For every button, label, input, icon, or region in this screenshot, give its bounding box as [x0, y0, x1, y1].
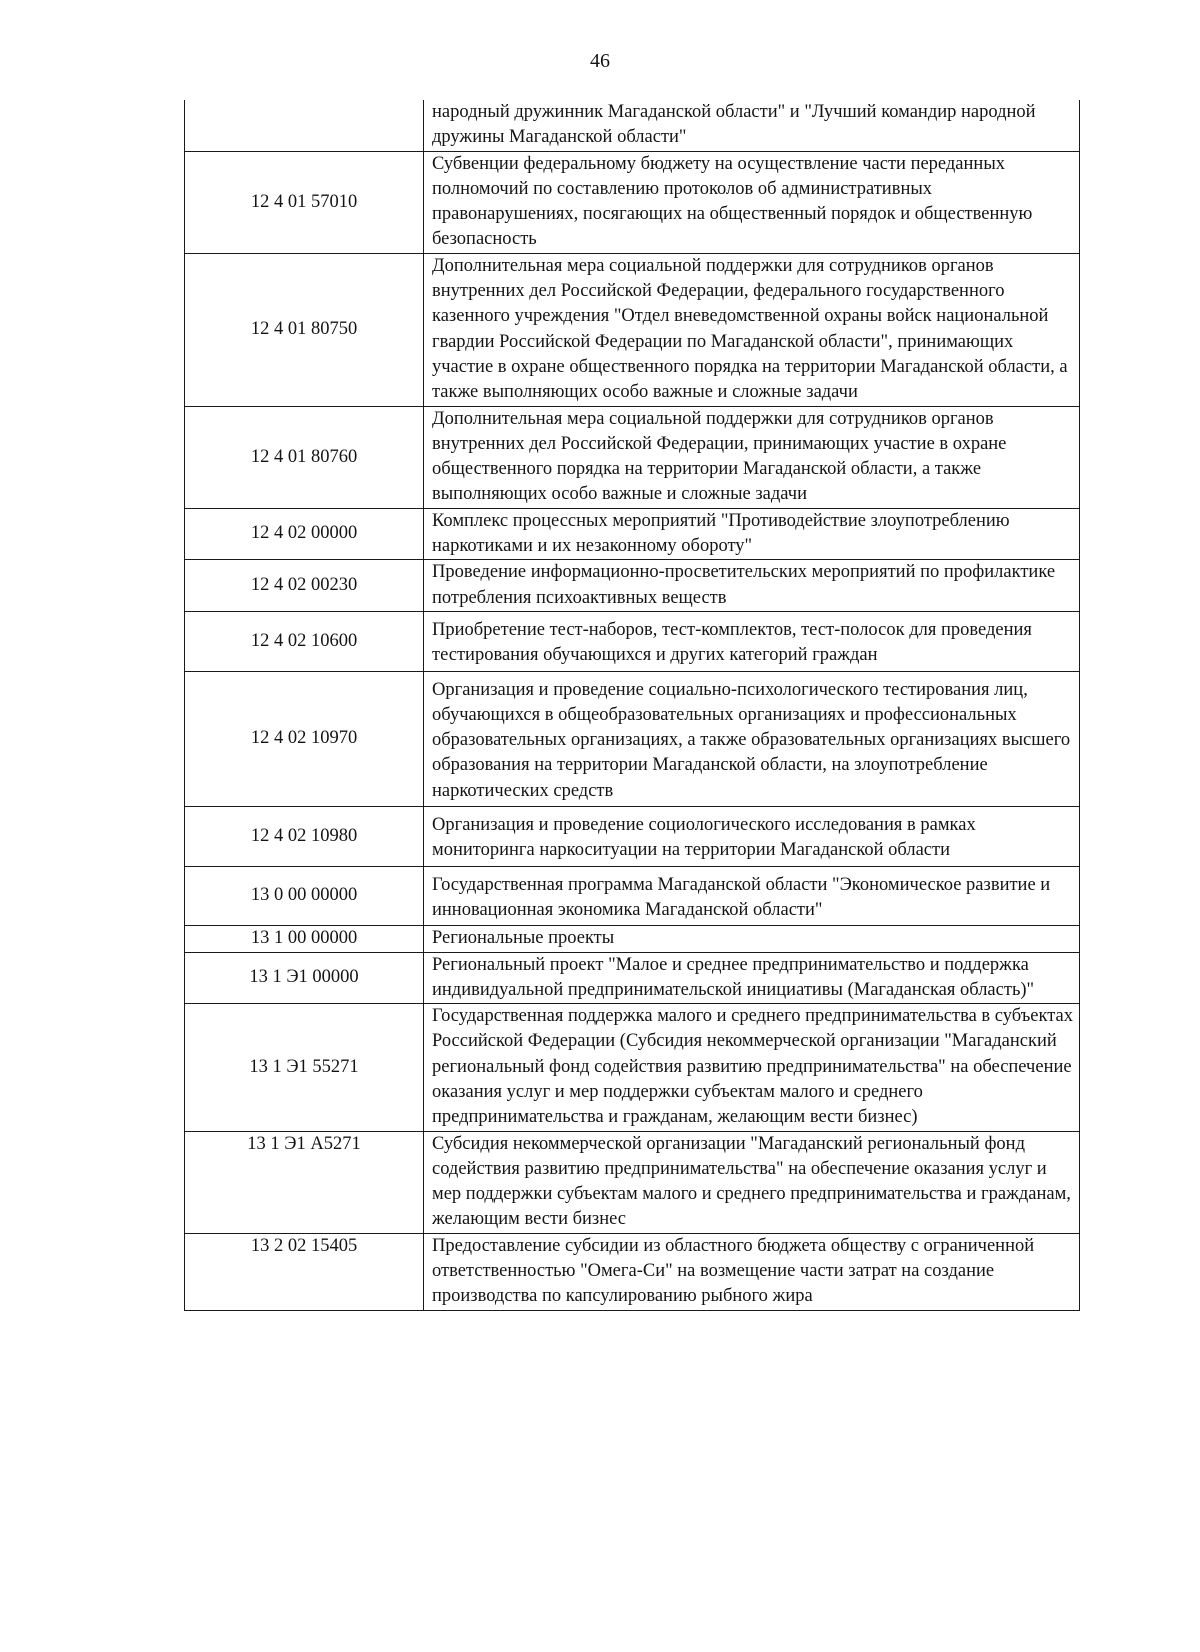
description-cell: Организация и проведение социологического исследования в рамках мониторинга наркоситуации на территории Магаданской области: [424, 807, 1080, 867]
code-cell: 13 0 00 00000: [185, 866, 424, 926]
code-cell: 12 4 02 10600: [185, 611, 424, 671]
description-cell: Приобретение тест-наборов, тест-комплектов, тест-полосок для проведения тестирования обучающихся и других категорий граждан: [424, 611, 1080, 671]
budget-classification-table: [184, 100, 1080, 1311]
code-cell: 13 1 Э1 55271: [185, 1004, 424, 1131]
description-cell: Дополнительная мера социальной поддержки для сотрудников органов внутренних дел Российской Федерации, федерального государственного казенного учреждения "Отдел вневедомственной охраны войск национальной гвардии Российской Федерации по Магаданской области", принимающих участие в охране общественного порядка на территории Магаданской области, а также выполняющих особо важные и сложные задачи: [424, 253, 1080, 406]
code-cell: 12 4 01 57010: [185, 151, 424, 253]
page-number: 46: [590, 50, 610, 72]
description-cell: Региональный проект "Малое и среднее предпринимательство и поддержка индивидуальной предпринимательской инициативы (Магаданская область)": [424, 952, 1080, 1004]
table-row: [185, 1004, 1080, 1131]
table-row: [185, 560, 1080, 612]
description-cell: Проведение информационно-просветительских мероприятий по профилактике потребления психоактивных веществ: [424, 560, 1080, 612]
code-cell: 12 4 02 10970: [185, 671, 424, 806]
description-cell: Региональные проекты: [424, 926, 1080, 952]
description-cell: Организация и проведение социально-психологического тестирования лиц, обучающихся в общеобразовательных организациях и профессиональных образовательных организациях, а также образовательных организациях высшего образования на территории Магаданской области, на злоупотребление наркотических средств: [424, 671, 1080, 806]
code-cell: 12 4 02 00000: [185, 508, 424, 560]
description-cell: народный дружинник Магаданской области" и "Лучший командир народной дружины Магаданской области": [424, 100, 1080, 151]
description-cell: Субвенции федеральному бюджету на осуществление части переданных полномочий по составлению протоколов об административных правонарушениях, посягающих на общественный порядок и общественную безопасность: [424, 151, 1080, 253]
description-cell: Субсидия некоммерческой организации "Магаданский региональный фонд содействия развитию предпринимательства" на обеспечение оказания услуг и мер поддержки субъектам малого и среднего предпринимательства и гражданам, желающим вести бизнес: [424, 1131, 1080, 1233]
table-row: [185, 926, 1080, 952]
description-cell: Предоставление субсидии из областного бюджета обществу с ограниченной ответственностью "Омега-Си" на возмещение части затрат на создание производства по капсулированию рыбного жира: [424, 1233, 1080, 1310]
description-cell: Государственная программа Магаданской области "Экономическое развитие и инновационная экономика Магаданской области": [424, 866, 1080, 926]
table-row: [185, 1131, 1080, 1233]
table-row: [185, 406, 1080, 508]
code-cell: 12 4 02 10980: [185, 807, 424, 867]
table-row: [185, 866, 1080, 926]
code-cell: 12 4 01 80750: [185, 253, 424, 406]
code-cell: 12 4 01 80760: [185, 406, 424, 508]
code-cell: 13 1 Э1 00000: [185, 952, 424, 1004]
code-cell: [185, 100, 424, 151]
table-row: [185, 1233, 1080, 1310]
table-row: [185, 671, 1080, 806]
description-cell: Государственная поддержка малого и среднего предпринимательства в субъектах Российской Федерации (Субсидия некоммерческой организации "Магаданский региональный фонд содействия развитию предпринимательства" на обеспечение оказания услуг и мер поддержки субъектам малого и среднего предпринимательства и гражданам, желающим вести бизнес): [424, 1004, 1080, 1131]
table-row: [185, 807, 1080, 867]
table-row: [185, 611, 1080, 671]
code-cell: 13 1 Э1 А5271: [185, 1131, 424, 1233]
code-cell: 12 4 02 00230: [185, 560, 424, 612]
code-cell: 13 2 02 15405: [185, 1233, 424, 1310]
code-cell: 13 1 00 00000: [185, 926, 424, 952]
description-cell: Дополнительная мера социальной поддержки для сотрудников органов внутренних дел Российской Федерации, принимающих участие в охране общественного порядка на территории Магаданской области, а также выполняющих особо важные и сложные задачи: [424, 406, 1080, 508]
table-row: [185, 253, 1080, 406]
table-row: [185, 151, 1080, 253]
description-cell: Комплекс процессных мероприятий "Противодействие злоупотреблению наркотиками и их незаконному обороту": [424, 508, 1080, 560]
table-row: [185, 508, 1080, 560]
table-row: [185, 952, 1080, 1004]
table-row: [185, 100, 1080, 151]
